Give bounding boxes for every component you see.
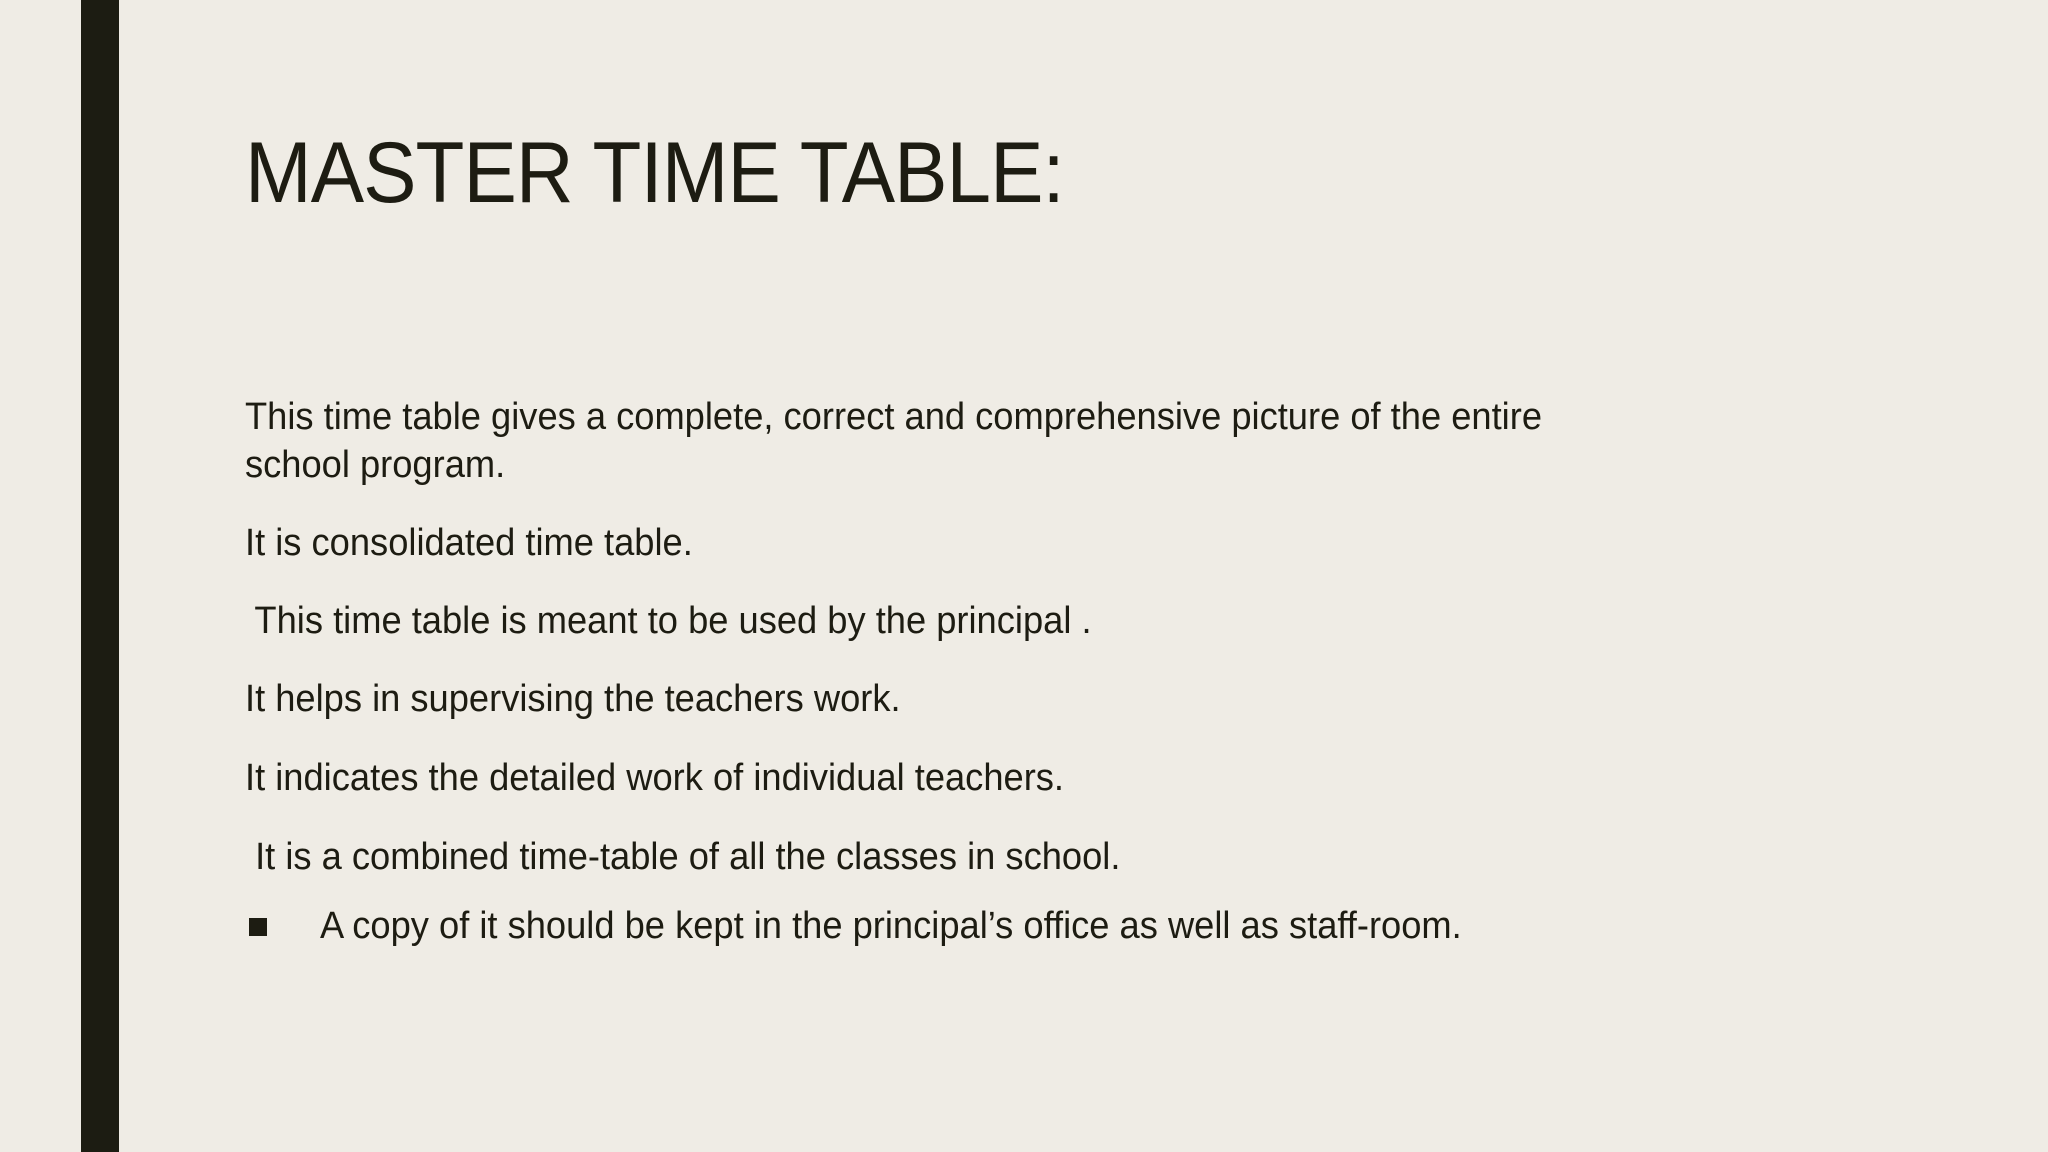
paragraph-overview	[245, 393, 1542, 489]
paragraph-overview-line-2: school program.	[245, 444, 506, 486]
paragraph-principal-use: This time table is meant to be used by the principal .	[245, 600, 1092, 642]
accent-bar	[81, 0, 119, 1152]
paragraph-detailed-work: It indicates the detailed work of individual teachers.	[245, 757, 1065, 799]
square-bullet-icon	[249, 918, 267, 936]
bullet-text: A copy of it should be kept in the principal’s office as well as staff-room.	[320, 905, 1462, 947]
paragraph-consolidated: It is consolidated time table.	[245, 522, 693, 564]
paragraph-overview-line-1: This time table gives a complete, correct and comprehensive picture of the entire	[245, 396, 1543, 438]
paragraph-supervising: It helps in supervising the teachers work.	[245, 678, 901, 720]
slide-title: MASTER TIME TABLE:	[245, 125, 1064, 221]
paragraph-combined: It is a combined time-table of all the classes in school.	[245, 836, 1121, 878]
